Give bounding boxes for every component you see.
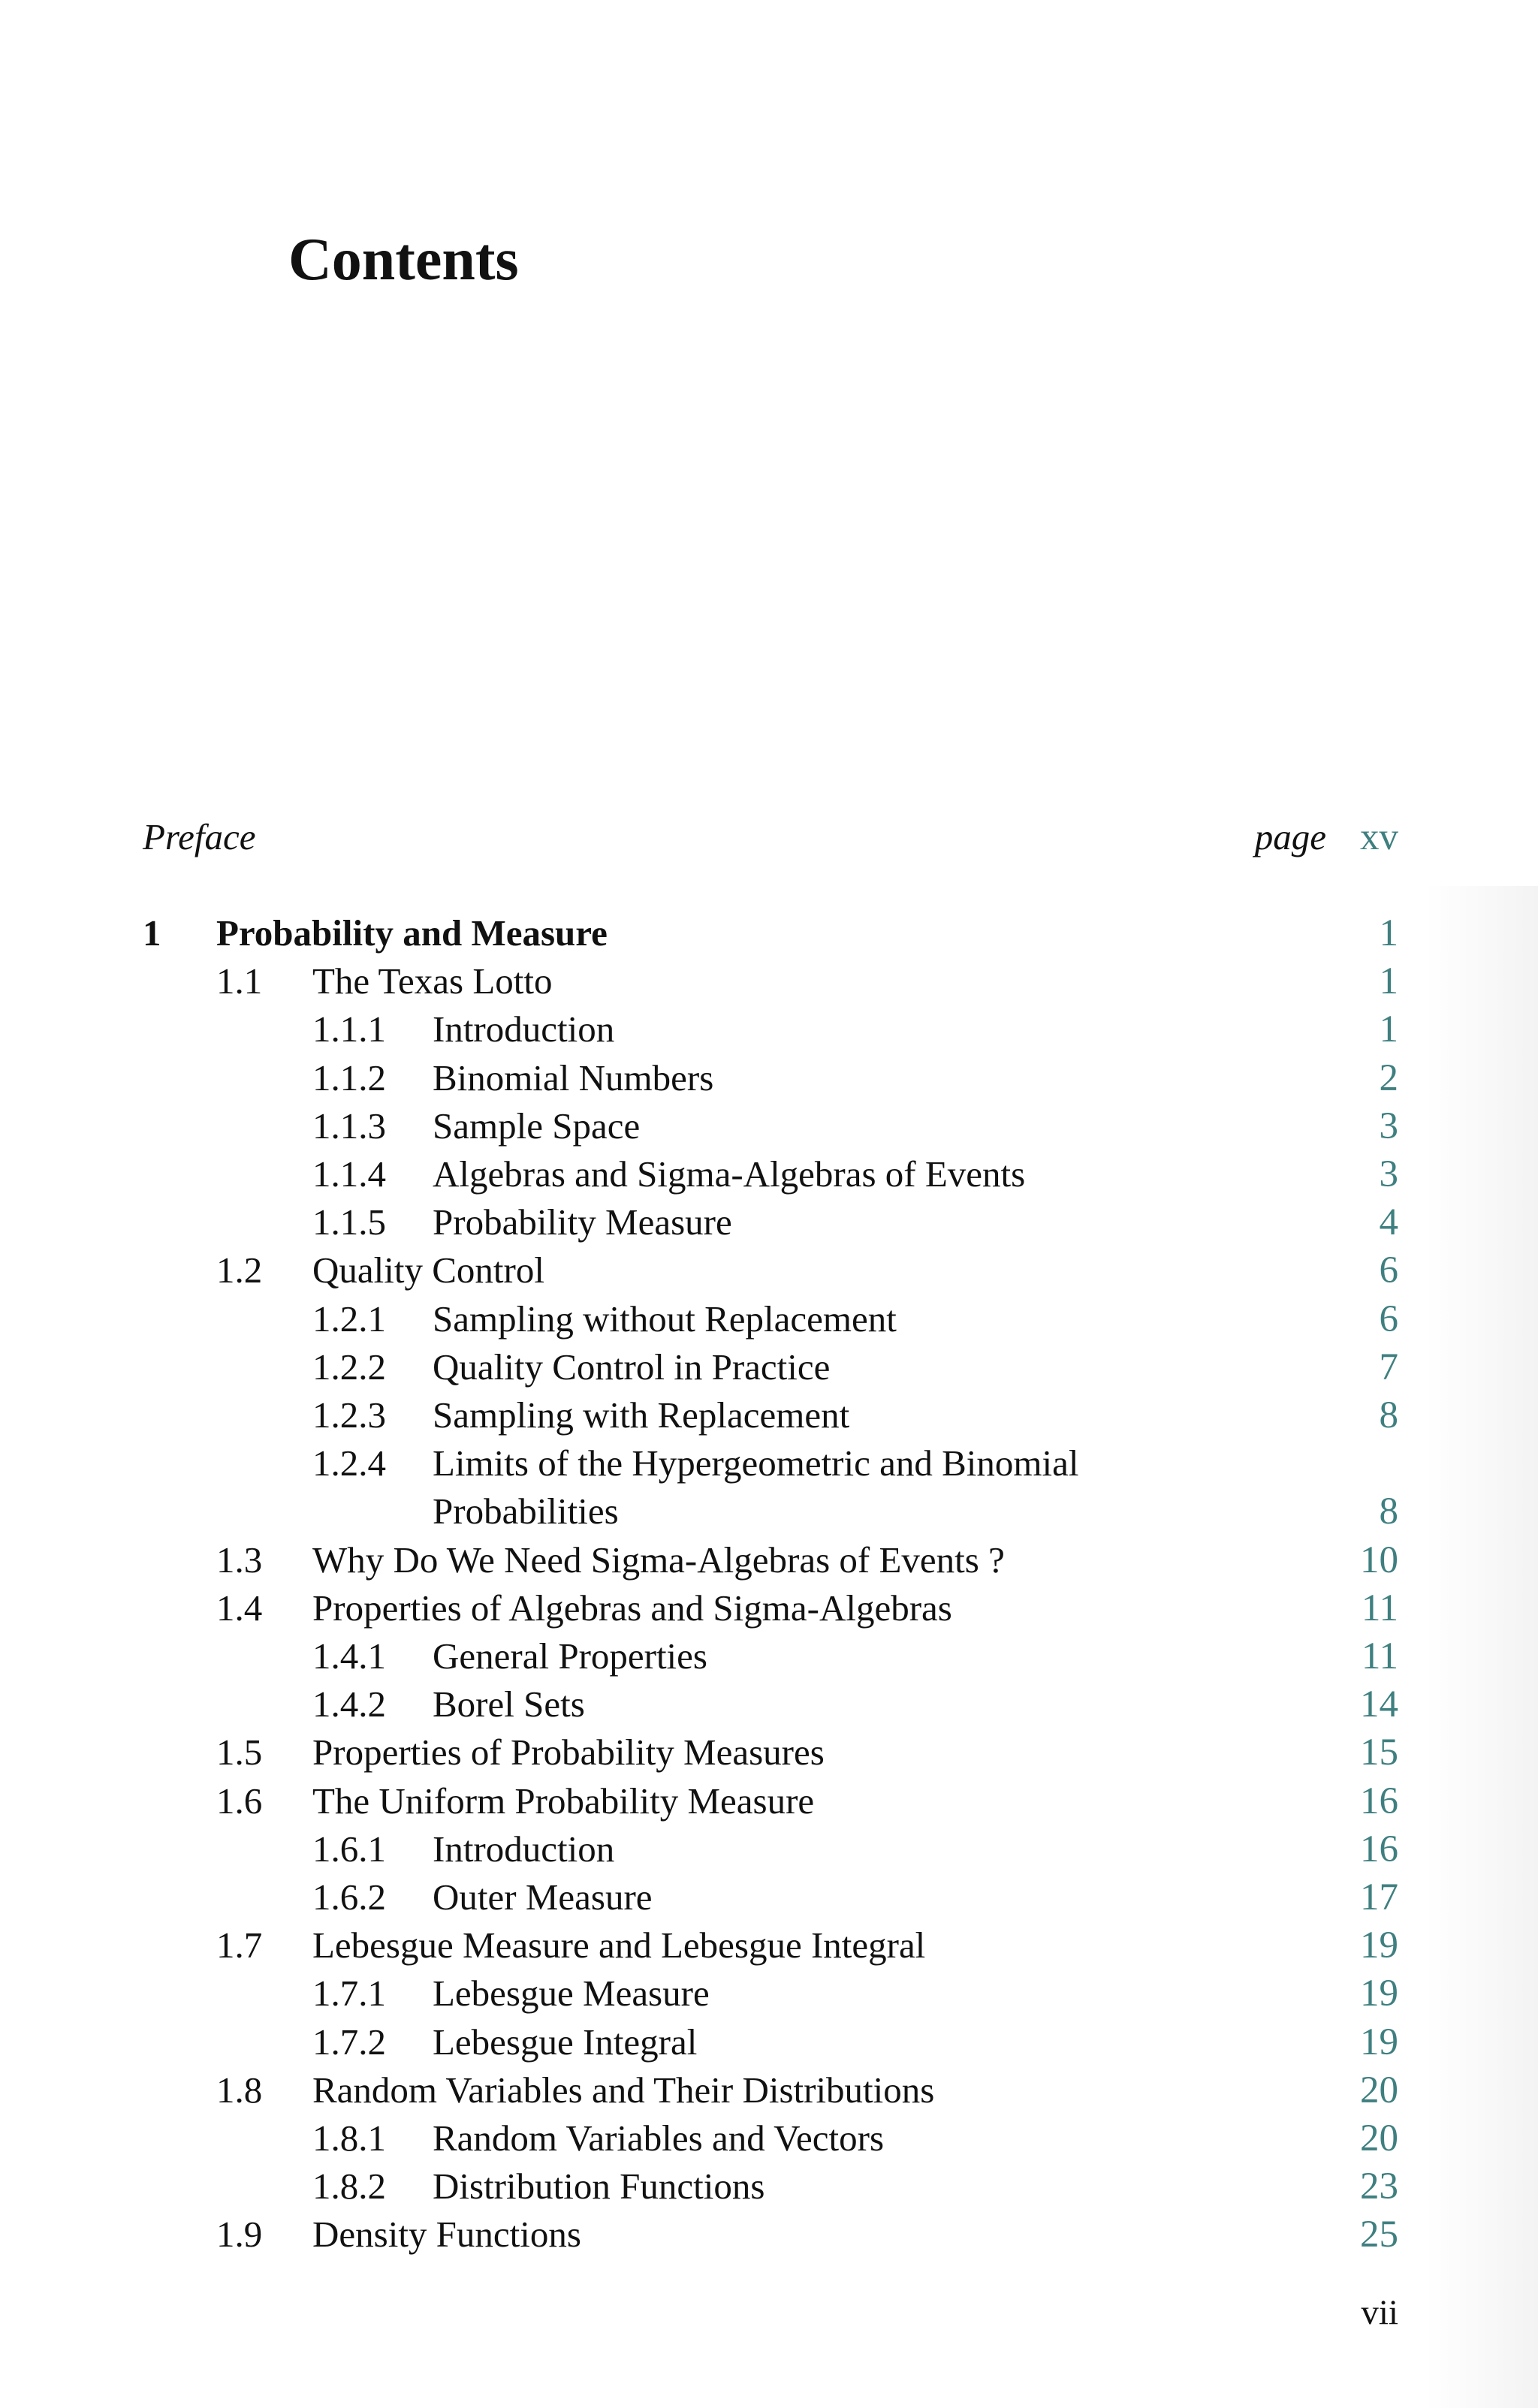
page-title: Contents — [288, 227, 519, 293]
toc-entry-section[interactable] — [0, 1921, 1538, 1969]
toc-entry-subsection[interactable] — [0, 1873, 1538, 1921]
toc-entry-title: Sampling with Replacement — [433, 1394, 850, 1436]
toc-entry-section[interactable] — [0, 2066, 1538, 2114]
toc-entry-section[interactable] — [0, 1246, 1538, 1294]
toc-entry-page-number: 14 — [1360, 1683, 1398, 1725]
toc-entry-subsection[interactable] — [0, 1054, 1538, 1102]
toc-entry-number: 1.7.2 — [312, 2021, 386, 2063]
toc-entry-number: 1.1.1 — [312, 1008, 386, 1050]
toc-entry-subsection[interactable] — [0, 1343, 1538, 1391]
toc-entry-page-number: 23 — [1360, 2165, 1398, 2208]
toc-entry-page-number: 7 — [1379, 1346, 1398, 1388]
toc-entry-subsection[interactable] — [0, 1391, 1538, 1439]
toc-entry-number: 1.1 — [216, 960, 263, 1002]
toc-entry-number: 1.2.4 — [312, 1442, 386, 1484]
toc-entry-title: Quality Control in Practice — [433, 1346, 831, 1388]
toc-entry-subsection[interactable] — [0, 1102, 1538, 1150]
toc-entry-title: Random Variables and Vectors — [433, 2117, 885, 2159]
toc-entry-title: Introduction — [433, 1008, 615, 1050]
toc-entry-chapter[interactable] — [0, 909, 1538, 957]
toc-entry-number: 1.6 — [216, 1780, 263, 1822]
preface-title: Preface — [143, 816, 256, 857]
toc-entry-subsection[interactable] — [0, 1439, 1538, 1487]
toc-entry-title: Algebras and Sigma-Algebras of Events — [433, 1153, 1026, 1195]
toc-entry-number: 1.2 — [216, 1249, 263, 1291]
toc-entry-title: Quality Control — [312, 1249, 544, 1291]
toc-entry-page-number: 10 — [1360, 1539, 1398, 1581]
toc-entry-title: The Uniform Probability Measure — [312, 1780, 815, 1822]
toc-entry-title: Why Do We Need Sigma-Algebras of Events ? — [312, 1539, 1005, 1581]
toc-entry-number: 1.1.5 — [312, 1201, 386, 1243]
toc-entry-page-number: 1 — [1379, 1008, 1398, 1050]
toc-entry-section[interactable] — [0, 1777, 1538, 1825]
toc-entry-title: General Properties — [433, 1635, 707, 1677]
toc-entry-title: Lebesgue Measure — [433, 1973, 710, 2014]
toc-entry-subsection[interactable] — [0, 1825, 1538, 1873]
toc-entry-page-number: 17 — [1360, 1876, 1398, 1918]
toc-entry-number: 1.7 — [216, 1924, 263, 1966]
toc-entry-number: 1.6.1 — [312, 1828, 386, 1870]
toc-entry-section[interactable] — [0, 1584, 1538, 1632]
toc-entry-title: Distribution Functions — [433, 2165, 765, 2207]
toc-entry-number: 1.2.2 — [312, 1346, 386, 1388]
toc-entry-subsection[interactable] — [0, 1295, 1538, 1343]
toc-entry-page-number: 11 — [1361, 1635, 1398, 1677]
toc-entry-page-number: 3 — [1379, 1153, 1398, 1195]
toc-entry-section[interactable] — [0, 2211, 1538, 2259]
toc-entry-number: 1.4.2 — [312, 1683, 386, 1725]
toc-entry-page-number: 25 — [1360, 2214, 1398, 2256]
toc-entry-page-number: 19 — [1360, 2021, 1398, 2063]
toc-entry-page-number: 2 — [1379, 1057, 1398, 1099]
toc-entry-page-number: 16 — [1360, 1780, 1398, 1822]
toc-entry-subsection[interactable] — [0, 1150, 1538, 1198]
toc-entry-number: 1 — [143, 912, 161, 954]
toc-entry-title: Properties of Algebras and Sigma-Algebras — [312, 1587, 952, 1629]
toc-entry-number: 1.1.4 — [312, 1153, 386, 1195]
toc-entry-section[interactable] — [0, 1728, 1538, 1777]
toc-entry-page-number: 11 — [1361, 1587, 1398, 1629]
toc-entry-page-number: 4 — [1379, 1201, 1398, 1243]
toc-entry-title: Sampling without Replacement — [433, 1298, 897, 1340]
toc-entry-page-number: 8 — [1379, 1490, 1398, 1533]
toc-entry-page-number: 1 — [1379, 912, 1398, 954]
toc-entry-title: Sample Space — [433, 1105, 641, 1147]
folio: vii — [1361, 2293, 1398, 2332]
toc-entry-subsection[interactable] — [0, 2114, 1538, 2162]
toc-preface-row[interactable] — [0, 813, 1538, 861]
toc-entry-number: 1.5 — [216, 1731, 263, 1773]
toc-entry-number: 1.4 — [216, 1587, 263, 1629]
toc-entry-section[interactable] — [0, 957, 1538, 1005]
toc-entry-page-number: 19 — [1360, 1973, 1398, 2015]
toc-entry-title: Random Variables and Their Distributions — [312, 2069, 935, 2111]
toc-entry-title: Density Functions — [312, 2214, 581, 2255]
toc-entry-title: Probability and Measure — [216, 912, 608, 954]
toc-entry-number: 1.8.1 — [312, 2117, 386, 2159]
toc-entry-subsection[interactable] — [0, 1632, 1538, 1680]
toc-entry-page-number: 3 — [1379, 1105, 1398, 1147]
toc-entry-subsection[interactable] — [0, 1680, 1538, 1728]
toc-entry-page-number: 8 — [1379, 1394, 1398, 1436]
toc-entry-page-number: 6 — [1379, 1298, 1398, 1340]
toc-entry-number: 1.1.3 — [312, 1105, 386, 1147]
toc-entry-number: 1.9 — [216, 2214, 263, 2255]
toc-entry-number: 1.2.1 — [312, 1298, 386, 1340]
toc-entry-section[interactable] — [0, 1536, 1538, 1584]
toc-entry-number: 1.4.1 — [312, 1635, 386, 1677]
toc-entry-subsection[interactable] — [0, 1198, 1538, 1246]
toc-entry-page-number: 20 — [1360, 2069, 1398, 2111]
toc-entry-subsection[interactable] — [0, 1969, 1538, 2018]
toc-entry-number: 1.3 — [216, 1539, 263, 1581]
toc-entry-title: Binomial Numbers — [433, 1057, 714, 1099]
toc-entry-title: Borel Sets — [433, 1683, 585, 1725]
toc-entry-number: 1.7.1 — [312, 1973, 386, 2014]
page-label: page — [1254, 816, 1326, 857]
toc-entry-title: Lebesgue Integral — [433, 2021, 698, 2063]
toc-entry-title: Lebesgue Measure and Lebesgue Integral — [312, 1924, 926, 1966]
toc-entry-page-number: 1 — [1379, 960, 1398, 1002]
toc-entry-title: Properties of Probability Measures — [312, 1731, 825, 1773]
toc-entry-page-number: 19 — [1360, 1924, 1398, 1966]
toc-entry-continuation[interactable] — [0, 1487, 1538, 1536]
toc-entry-number: 1.2.3 — [312, 1394, 386, 1436]
toc-entry-subsection[interactable] — [0, 1005, 1538, 1053]
toc-entry-title: Outer Measure — [433, 1876, 653, 1918]
preface-page-number: xv — [1360, 816, 1398, 858]
toc-entry-page-number: 16 — [1360, 1828, 1398, 1870]
toc-entry-title: Limits of the Hypergeometric and Binomial — [433, 1442, 1079, 1484]
toc-entry-number: 1.6.2 — [312, 1876, 386, 1918]
toc-entry-page-number: 20 — [1360, 2117, 1398, 2159]
toc-entry-page-number: 15 — [1360, 1731, 1398, 1774]
toc-entry-page-number: 6 — [1379, 1249, 1398, 1291]
toc-entry-title: Introduction — [433, 1828, 615, 1870]
toc-entry-number: 1.8.2 — [312, 2165, 386, 2207]
toc-entry-title: The Texas Lotto — [312, 960, 553, 1002]
toc-entry-subsection[interactable] — [0, 2162, 1538, 2211]
toc-entry-title: Probability Measure — [433, 1201, 732, 1243]
toc-entry-number: 1.1.2 — [312, 1057, 386, 1099]
toc-entry-number: 1.8 — [216, 2069, 263, 2111]
toc-entry-subsection[interactable] — [0, 2018, 1538, 2066]
toc-entry-title: Probabilities — [433, 1490, 619, 1532]
